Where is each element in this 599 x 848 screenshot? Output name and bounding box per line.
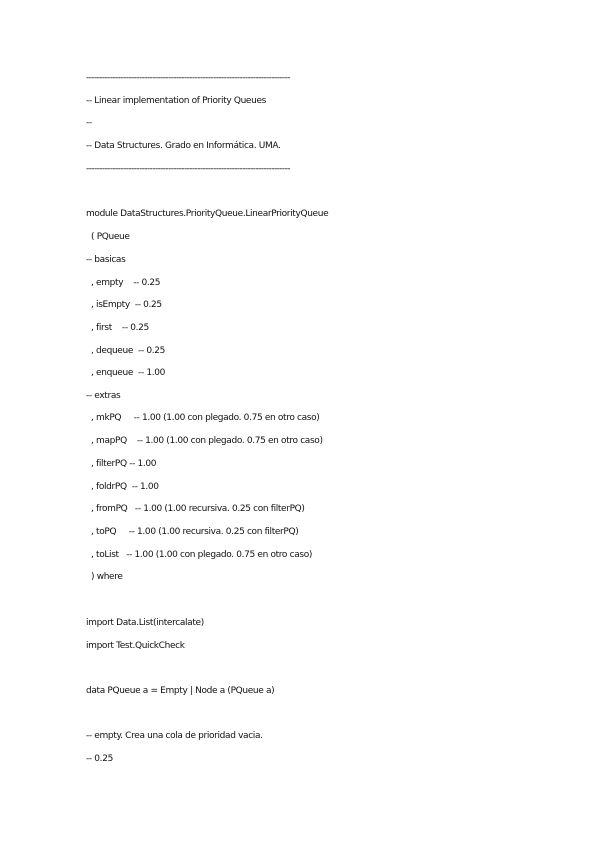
comment-line: -- 0.25 (86, 754, 113, 764)
export-line: , filterPQ -- 1.00 (86, 459, 157, 469)
export-line: ) where (86, 572, 123, 582)
export-line: , empty -- 0.25 (86, 278, 161, 288)
module-declaration: module DataStructures.PriorityQueue.LinearPriorityQueue (86, 209, 329, 219)
comment-line: -- basicas (86, 255, 126, 265)
comment-line: -- extras (86, 391, 121, 401)
comment-line: -- Data Structures. Grado en Informática. UMA. (86, 141, 281, 151)
export-line: , enqueue -- 1.00 (86, 368, 165, 378)
export-line: , fromPQ -- 1.00 (1.00 recursiva. 0.25 con filterPQ) (86, 504, 305, 514)
comment-line: -- empty. Crea una cola de prioridad vacia. (86, 731, 263, 741)
export-line: , mkPQ -- 1.00 (1.00 con plegado. 0.75 en otro caso) (86, 413, 320, 423)
export-line: , mapPQ -- 1.00 (1.00 con plegado. 0.75 en otro caso) (86, 436, 323, 446)
export-line: , toList -- 1.00 (1.00 con plegado. 0.75 en otro caso) (86, 550, 313, 560)
import-line: import Data.List(intercalate) (86, 618, 204, 628)
export-line: , toPQ -- 1.00 (1.00 recursiva. 0.25 con filterPQ) (86, 527, 299, 537)
export-line: , foldrPQ -- 1.00 (86, 482, 159, 492)
comment-line: -- Linear implementation of Priority Queues (86, 96, 266, 106)
comment-rule-bottom: ----------------------------------------------------------------------------- (86, 164, 290, 174)
comment-rule-top: ----------------------------------------------------------------------------- (86, 73, 290, 83)
import-line: import Test.QuickCheck (86, 641, 185, 651)
export-line: , isEmpty -- 0.25 (86, 300, 162, 310)
export-line: , first -- 0.25 (86, 323, 149, 333)
export-line: , dequeue -- 0.25 (86, 346, 166, 356)
comment-line: -- (86, 118, 92, 128)
export-line: ( PQueue (86, 232, 130, 242)
data-declaration: data PQueue a = Empty | Node a (PQueue a) (86, 686, 275, 696)
